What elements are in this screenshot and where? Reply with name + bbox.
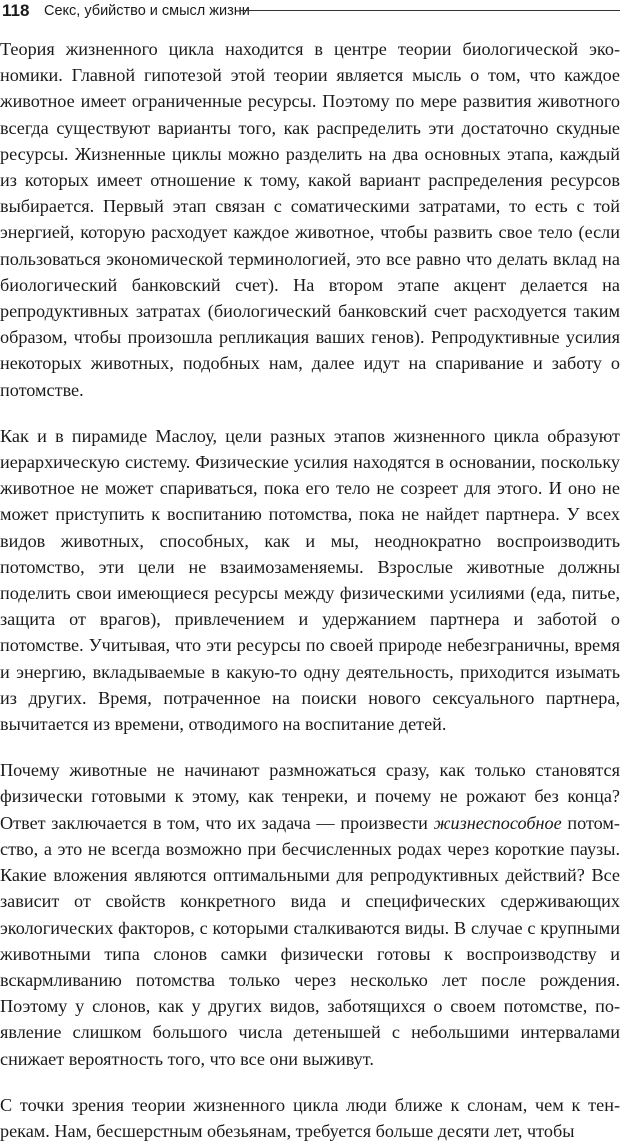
running-header (0, 0, 620, 26)
running-title: Секс, убийство и смысл жизни (44, 3, 250, 19)
body-text (0, 36, 620, 1144)
emphasized-word: жизнеспособное (433, 812, 562, 833)
header-rule (240, 10, 620, 11)
paragraph-text-after-emphasis: потомство, а это не всегда возможно при бесчисленных родах через короткие паузы. Какие вложения являются оптимальными для репродуктивных действий? Все зависит от свойств конкретного вида и специфических сдерживающих экологических факторов, с которыми сталкиваются виды. В случае с крупными животными типа слонов самки физически готовы к воспроизводству и вскармливанию потомства только через несколько лет после рождения. Поэтому у слонов, как у других видов, заботящихся о своем потомстве, появление слишком большого числа детенышей с небольшими интервалами снижает вероятность того, что все они выживут. (0, 812, 620, 1069)
paragraph-maslow-pyramid: Как и в пирамиде Маслоу, цели разных этапов жизненного цикла образуют иерархическую систему. Физические усилия находятся в основании, поскольку животное не может спариваться, пока его тело не созреет для этого. И оно не может приступить к воспитанию потомства, пока не найдет партнера. У всех видов животных, способных, как и мы, неоднократно воспроизводить потомство, эти цели не взаимозаменяемы. Взрослые животные должны поделить свои имеющиеся ресурсы между физическими усилиями (еда, питье, защита от врагов), привлечением и удержанием партнера и заботой о потомстве. Учитывая, что эти ресурсы по своей природе небезграничны, время и энергию, вкладываемые в какую-то одну деятельность, приходится изымать из других. Время, потраченное на поиски нового сексуального партнера, вычитается из времени, отводимого на воспитание детей. (0, 425, 620, 735)
paragraph-text-before-emphasis: Почему животные не начинают размножаться сразу, как только становятся физически готовыми к этому, как тенреки, и почему не рожают без конца? Ответ заключается в том, что их задача — произвести (0, 760, 620, 833)
paragraph-life-cycle-theory: Теория жизненного цикла находится в центре теории биологической экономики. Главной гипотезой этой теории является мысль о том, что каждое животное имеет ограниченные ресурсы. Поэтому по мере развития животного всегда существуют варианты того, как распределить эти достаточно скудные ресурсы. Жизненные циклы можно разделить на два основных этапа, каждый из которых имеет отношение к тому, какой вариант распределения ресурсов выбирается. Первый этап связан с соматическими затратами, то есть с той энергией, которую расходует каждое животное, чтобы развить свое тело (если пользоваться экономической терминологией, это все равно что делать вклад на биологический банковский счет). На втором этапе акцент делается на репродуктивных затратах (биологический банковский счет расходуется таким образом, чтобы произошла репликация ваших генов). Репродуктивные усилия некоторых животных, подобных нам, далее идут на спаривание и заботу о потомстве. (0, 39, 620, 400)
paragraph-reproduction-timing (0, 757, 620, 1071)
page-number: 118 (2, 1, 30, 20)
paragraph-humans-elephants: С точки зрения теории жизненного цикла люди ближе к слонам, чем к тенрекам. Нам, бесшерстным обезьянам, требуется больше десяти лет, чтобы (0, 1094, 620, 1141)
